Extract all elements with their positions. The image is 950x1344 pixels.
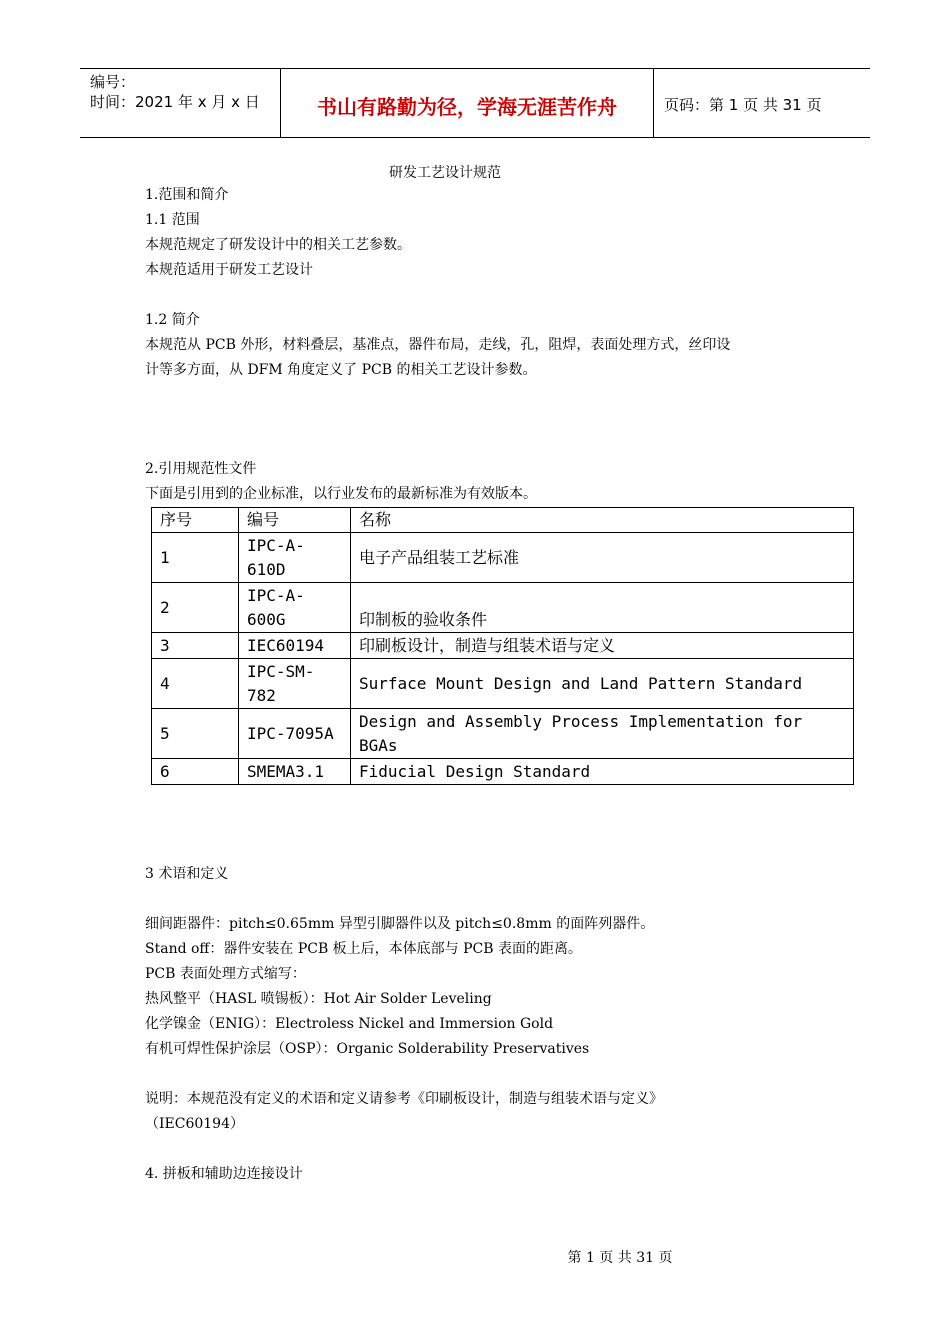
table-cell: 印制板的验收条件	[351, 583, 854, 633]
definition-line: 有机可焊性保护涂层（OSP）：Organic Solderability Preservatives	[145, 1041, 590, 1057]
page-footer: 第 1 页 共 31 页	[567, 1250, 673, 1266]
table-cell: 6	[152, 759, 239, 785]
section-4-heading: 4. 拼板和辅助边连接设计	[145, 1166, 303, 1182]
definition-line: Stand off：器件安装在 PCB 板上后，本体底部与 PCB 表面的距离。	[145, 941, 583, 957]
table-row	[152, 659, 854, 709]
table-cell: 2	[152, 583, 239, 633]
section-1-heading: 1.范围和简介	[145, 187, 229, 203]
table-cell: 3	[152, 633, 239, 659]
header-meta-cell	[80, 69, 281, 137]
table-cell: SMEMA3.1	[239, 759, 351, 785]
reference-table	[151, 507, 854, 785]
section-2-intro: 下面是引用到的企业标准，以行业发布的最新标准为有效版本。	[145, 486, 537, 502]
section-2-heading: 2.引用规范性文件	[145, 461, 257, 477]
table-header-cell: 序号	[152, 508, 239, 533]
table-cell: Fiducial Design Standard	[351, 759, 854, 785]
section-1-1-line-2: 本规范适用于研发工艺设计	[145, 262, 313, 278]
table-cell: IEC60194	[239, 633, 351, 659]
table-cell: 4	[152, 659, 239, 709]
section-1-2-line-2: 计等多方面，从 DFM 角度定义了 PCB 的相关工艺设计参数。	[145, 362, 537, 378]
table-cell: Surface Mount Design and Land Pattern Standard	[351, 659, 854, 709]
table-row	[152, 759, 854, 785]
table-cell: IPC-7095A	[239, 709, 351, 759]
section-1-2-heading: 1.2 简介	[145, 312, 200, 328]
doc-time-label: 时间：2021 年 x 月 x 日	[90, 93, 260, 111]
header-page-cell	[654, 69, 870, 137]
table-row	[152, 709, 854, 759]
definition-line: 细间距器件：pitch≤0.65mm 异型引脚器件以及 pitch≤0.8mm 的面阵列器件。	[145, 916, 655, 932]
table-row	[152, 583, 854, 633]
definition-line: PCB 表面处理方式缩写：	[145, 966, 306, 982]
table-cell: 5	[152, 709, 239, 759]
definition-line: 化学镍金（ENIG）：Electroless Nickel and Immersion Gold	[145, 1016, 554, 1032]
header-motto: 书山有路勤为径，学海无涯苦作舟	[317, 95, 617, 119]
table-header-row	[152, 508, 854, 533]
table-cell: 1	[152, 533, 239, 583]
table-header-cell: 名称	[351, 508, 854, 533]
doc-number-label: 编号：	[90, 73, 136, 91]
page-header	[80, 68, 870, 138]
table-cell: IPC-SM-782	[239, 659, 351, 709]
document-title: 研发工艺设计规范	[389, 165, 501, 181]
section-1-1-line-1: 本规范规定了研发设计中的相关工艺参数。	[145, 237, 411, 253]
section-1-1-heading: 1.1 范围	[145, 212, 200, 228]
section-3-note-line-2: （IEC60194）	[145, 1116, 244, 1132]
header-motto-cell	[281, 69, 654, 137]
table-row	[152, 633, 854, 659]
table-cell: IPC-A-600G	[239, 583, 351, 633]
section-1-2-line-1: 本规范从 PCB 外形，材料叠层，基准点，器件布局，走线，孔，阻焊，表面处理方式，丝印设	[145, 337, 731, 353]
table-cell: 电子产品组装工艺标准	[351, 533, 854, 583]
section-3-note-line-1: 说明：本规范没有定义的术语和定义请参考《印刷板设计，制造与组装术语与定义》	[145, 1091, 663, 1107]
header-page-info: 页码：第 1 页 共 31 页	[664, 96, 822, 114]
definition-line: 热风整平（HASL 喷锡板）：Hot Air Solder Leveling	[145, 991, 492, 1007]
table-cell: IPC-A-610D	[239, 533, 351, 583]
section-3-heading: 3 术语和定义	[145, 866, 229, 882]
table-cell: Design and Assembly Process Implementation for BGAs	[351, 709, 854, 759]
table-cell: 印刷板设计，制造与组装术语与定义	[351, 633, 854, 659]
table-header-cell: 编号	[239, 508, 351, 533]
table-row	[152, 533, 854, 583]
